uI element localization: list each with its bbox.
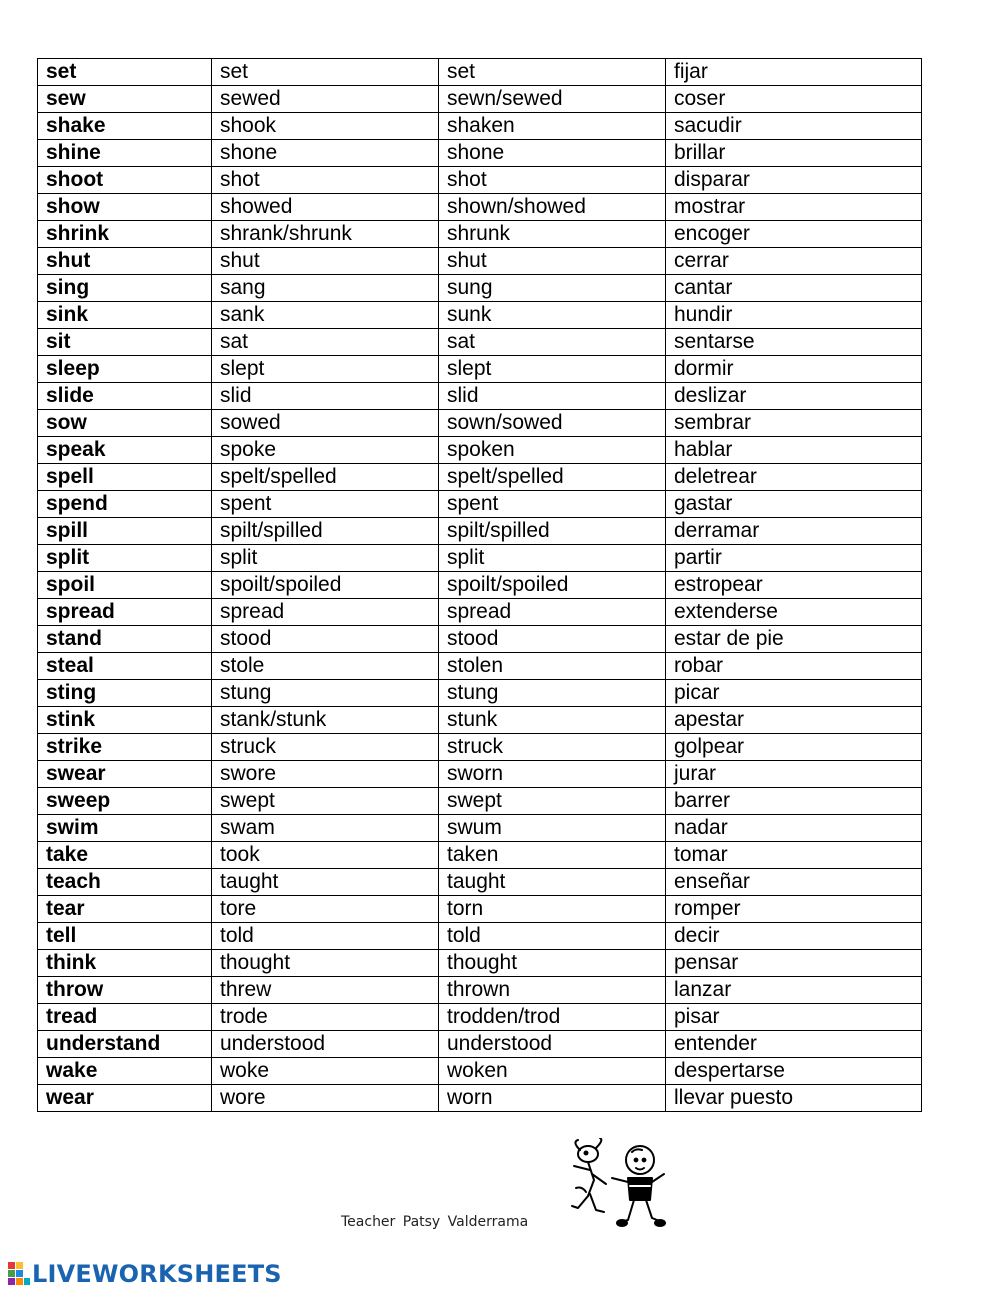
past-simple-cell: tore [212,896,439,923]
table-row [38,599,922,626]
past-simple-cell: swam [212,815,439,842]
table-row [38,1004,922,1031]
past-simple-cell: slept [212,356,439,383]
past-participle-cell: sewn/sewed [439,86,666,113]
table-row [38,248,922,275]
past-simple-cell: took [212,842,439,869]
table-row [38,869,922,896]
base-form-cell: speak [38,437,212,464]
table-row [38,437,922,464]
past-simple-cell: trode [212,1004,439,1031]
table-row [38,194,922,221]
base-form-cell: tell [38,923,212,950]
past-participle-cell: swept [439,788,666,815]
base-form-cell: sweep [38,788,212,815]
spanish-translation-cell: nadar [666,815,922,842]
spanish-translation-cell: sembrar [666,410,922,437]
past-simple-cell: swore [212,761,439,788]
past-participle-cell: sworn [439,761,666,788]
base-form-cell: stand [38,626,212,653]
spanish-translation-cell: extenderse [666,599,922,626]
spanish-translation-cell: deslizar [666,383,922,410]
past-participle-cell: struck [439,734,666,761]
past-simple-cell: sat [212,329,439,356]
past-participle-cell: thrown [439,977,666,1004]
spanish-translation-cell: disparar [666,167,922,194]
past-participle-cell: shown/showed [439,194,666,221]
base-form-cell: sew [38,86,212,113]
past-simple-cell: understood [212,1031,439,1058]
past-participle-cell: shone [439,140,666,167]
base-form-cell: sleep [38,356,212,383]
past-participle-cell: stung [439,680,666,707]
past-simple-cell: taught [212,869,439,896]
spanish-translation-cell: coser [666,86,922,113]
spanish-translation-cell: jurar [666,761,922,788]
past-participle-cell: sung [439,275,666,302]
base-form-cell: spell [38,464,212,491]
table-row [38,842,922,869]
base-form-cell: wake [38,1058,212,1085]
table-row [38,707,922,734]
spanish-translation-cell: picar [666,680,922,707]
table-row [38,221,922,248]
past-participle-cell: trodden/trod [439,1004,666,1031]
past-simple-cell: woke [212,1058,439,1085]
past-simple-cell: told [212,923,439,950]
base-form-cell: shut [38,248,212,275]
table-row [38,1058,922,1085]
base-form-cell: throw [38,977,212,1004]
base-form-cell: slide [38,383,212,410]
table-row [38,410,922,437]
spanish-translation-cell: mostrar [666,194,922,221]
table-row [38,329,922,356]
spanish-translation-cell: barrer [666,788,922,815]
spanish-translation-cell: sacudir [666,113,922,140]
base-form-cell: teach [38,869,212,896]
past-participle-cell: stolen [439,653,666,680]
spanish-translation-cell: despertarse [666,1058,922,1085]
base-form-cell: sow [38,410,212,437]
base-form-cell: shine [38,140,212,167]
past-participle-cell: understood [439,1031,666,1058]
spanish-translation-cell: gastar [666,491,922,518]
past-simple-cell: spoilt/spoiled [212,572,439,599]
table-row [38,491,922,518]
base-form-cell: spoil [38,572,212,599]
past-participle-cell: shot [439,167,666,194]
spanish-translation-cell: brillar [666,140,922,167]
spanish-translation-cell: sentarse [666,329,922,356]
past-participle-cell: shaken [439,113,666,140]
table-row [38,896,922,923]
base-form-cell: shake [38,113,212,140]
past-participle-cell: taken [439,842,666,869]
spanish-translation-cell: romper [666,896,922,923]
spanish-translation-cell: apestar [666,707,922,734]
past-simple-cell: shook [212,113,439,140]
spanish-translation-cell: hundir [666,302,922,329]
past-participle-cell: torn [439,896,666,923]
liveworksheets-blocks-icon [8,1262,30,1286]
past-simple-cell: shot [212,167,439,194]
past-simple-cell: shone [212,140,439,167]
base-form-cell: sit [38,329,212,356]
spanish-translation-cell: deletrear [666,464,922,491]
past-simple-cell: shrank/shrunk [212,221,439,248]
base-form-cell: show [38,194,212,221]
base-form-cell: take [38,842,212,869]
table-row [38,356,922,383]
past-participle-cell: worn [439,1085,666,1112]
past-simple-cell: sang [212,275,439,302]
base-form-cell: tear [38,896,212,923]
past-participle-cell: taught [439,869,666,896]
past-participle-cell: sat [439,329,666,356]
table-row [38,545,922,572]
past-participle-cell: spelt/spelled [439,464,666,491]
table-row [38,734,922,761]
spanish-translation-cell: lanzar [666,977,922,1004]
spanish-translation-cell: partir [666,545,922,572]
table-row [38,518,922,545]
base-form-cell: spill [38,518,212,545]
past-participle-cell: spread [439,599,666,626]
past-participle-cell: set [439,59,666,86]
base-form-cell: understand [38,1031,212,1058]
past-simple-cell: spilt/spilled [212,518,439,545]
base-form-cell: shrink [38,221,212,248]
past-simple-cell: stole [212,653,439,680]
past-participle-cell: slept [439,356,666,383]
spanish-translation-cell: golpear [666,734,922,761]
table-row [38,383,922,410]
base-form-cell: spend [38,491,212,518]
table-row [38,923,922,950]
past-simple-cell: stood [212,626,439,653]
spanish-translation-cell: pisar [666,1004,922,1031]
past-simple-cell: sowed [212,410,439,437]
spanish-translation-cell: cerrar [666,248,922,275]
table-row [38,653,922,680]
past-simple-cell: spoke [212,437,439,464]
past-participle-cell: spoilt/spoiled [439,572,666,599]
past-participle-cell: thought [439,950,666,977]
past-simple-cell: split [212,545,439,572]
past-participle-cell: shrunk [439,221,666,248]
past-simple-cell: shut [212,248,439,275]
spanish-translation-cell: tomar [666,842,922,869]
table-row [38,113,922,140]
spanish-translation-cell: estar de pie [666,626,922,653]
spanish-translation-cell: derramar [666,518,922,545]
base-form-cell: swim [38,815,212,842]
table-row [38,788,922,815]
spanish-translation-cell: llevar puesto [666,1085,922,1112]
spanish-translation-cell: hablar [666,437,922,464]
table-row [38,680,922,707]
teacher-credit: Teacher Patsy Valderrama [341,1214,529,1230]
table-row [38,977,922,1004]
spanish-translation-cell: fijar [666,59,922,86]
past-participle-cell: split [439,545,666,572]
past-participle-cell: shut [439,248,666,275]
base-form-cell: swear [38,761,212,788]
table-row [38,275,922,302]
past-participle-cell: sunk [439,302,666,329]
irregular-verbs-table [37,58,922,1112]
past-simple-cell: sank [212,302,439,329]
base-form-cell: wear [38,1085,212,1112]
table-row [38,140,922,167]
table-row [38,1031,922,1058]
verbs-table-body [38,59,922,1112]
base-form-cell: stink [38,707,212,734]
spanish-translation-cell: decir [666,923,922,950]
spanish-translation-cell: dormir [666,356,922,383]
base-form-cell: steal [38,653,212,680]
base-form-cell: split [38,545,212,572]
liveworksheets-logo[interactable] [8,1259,282,1289]
base-form-cell: sting [38,680,212,707]
spanish-translation-cell: pensar [666,950,922,977]
base-form-cell: tread [38,1004,212,1031]
table-row [38,464,922,491]
past-simple-cell: showed [212,194,439,221]
past-simple-cell: stank/stunk [212,707,439,734]
table-row [38,302,922,329]
past-participle-cell: spilt/spilled [439,518,666,545]
past-participle-cell: woken [439,1058,666,1085]
table-row [38,626,922,653]
spanish-translation-cell: estropear [666,572,922,599]
past-simple-cell: struck [212,734,439,761]
base-form-cell: set [38,59,212,86]
table-row [38,572,922,599]
past-participle-cell: stunk [439,707,666,734]
base-form-cell: shoot [38,167,212,194]
past-participle-cell: told [439,923,666,950]
table-row [38,59,922,86]
past-participle-cell: spent [439,491,666,518]
table-row [38,950,922,977]
table-row [38,815,922,842]
spanish-translation-cell: cantar [666,275,922,302]
past-simple-cell: set [212,59,439,86]
base-form-cell: spread [38,599,212,626]
past-simple-cell: thought [212,950,439,977]
past-participle-cell: slid [439,383,666,410]
base-form-cell: think [38,950,212,977]
past-simple-cell: spread [212,599,439,626]
base-form-cell: strike [38,734,212,761]
spanish-translation-cell: robar [666,653,922,680]
past-simple-cell: threw [212,977,439,1004]
past-participle-cell: sown/sowed [439,410,666,437]
dancing-cartoon-characters-illustration [566,1138,670,1230]
table-row [38,1085,922,1112]
past-participle-cell: swum [439,815,666,842]
table-row [38,761,922,788]
spanish-translation-cell: enseñar [666,869,922,896]
past-participle-cell: stood [439,626,666,653]
spanish-translation-cell: encoger [666,221,922,248]
past-simple-cell: spelt/spelled [212,464,439,491]
past-simple-cell: sewed [212,86,439,113]
past-simple-cell: slid [212,383,439,410]
base-form-cell: sing [38,275,212,302]
base-form-cell: sink [38,302,212,329]
past-simple-cell: wore [212,1085,439,1112]
table-row [38,167,922,194]
past-participle-cell: spoken [439,437,666,464]
liveworksheets-logo-text: LIVEWORKSHEETS [32,1260,282,1288]
table-row [38,86,922,113]
spanish-translation-cell: entender [666,1031,922,1058]
past-simple-cell: stung [212,680,439,707]
past-simple-cell: spent [212,491,439,518]
past-simple-cell: swept [212,788,439,815]
